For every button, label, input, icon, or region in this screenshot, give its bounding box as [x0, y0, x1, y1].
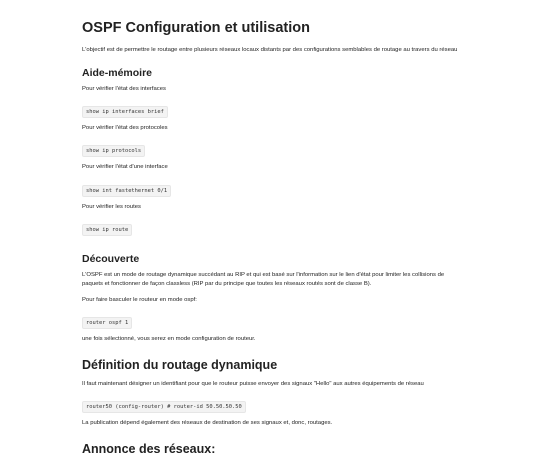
decouverte-basculer: Pour faire basculer le routeur en mode ospf:	[82, 296, 197, 303]
heading-aide-memoire: Aide-mémoire	[82, 66, 153, 79]
aide-text-interface: Pour vérifier l'état d'une interface	[82, 164, 168, 171]
aide-text-protocoles: Pour vérifier l'état des protocoles	[82, 125, 168, 132]
aide-text-routes: Pour vérifier les routes	[82, 203, 141, 210]
code-show-ip-interfaces: show ip interfaces brief	[82, 106, 168, 118]
definition-paragraph: Il faut maintenant désigner un identifiant pour que le routeur puisse envoyer des signaux "Hello" aux autres équipements de réseau	[82, 380, 424, 387]
article	[82, 20, 462, 464]
page-title: OSPF Configuration et utilisation	[82, 20, 310, 36]
definition-publication: La publication dépend également des réseaux de destination de ses signaux et, donc, routages.	[82, 419, 333, 426]
code-router-id: router50 (config-router) # router-id 50.50.50.50	[82, 401, 246, 413]
code-show-ip-route: show ip route	[82, 224, 132, 236]
code-show-int: show int fastethernet 0/1	[82, 185, 171, 197]
decouverte-paragraph: L'OSPF est un mode de routage dynamique succédant au RIP et qui est basé sur l'information sur le lien d'état pour limiter les collisions de paquets et fonctionner de façon classless (RIP par du principe que toutes les réseaux routés sont de classe B).	[82, 272, 445, 288]
aide-text-interfaces: Pour vérifier l'état des interfaces	[82, 86, 166, 93]
heading-decouverte: Découverte	[82, 252, 140, 265]
code-router-ospf: router ospf 1	[82, 317, 132, 329]
decouverte-selection: une fois sélectionné, vous serez en mode configuration de routeur.	[82, 335, 256, 342]
heading-annonce: Annonce des réseaux:	[82, 442, 216, 457]
code-show-ip-protocols: show ip protocols	[82, 145, 145, 157]
heading-definition: Définition du routage dynamique	[82, 357, 278, 372]
intro-paragraph: L'objectif est de permettre le routage entre plusieurs réseaux locaux distants par des configurations semblables de routage au travers du réseau	[82, 47, 458, 54]
